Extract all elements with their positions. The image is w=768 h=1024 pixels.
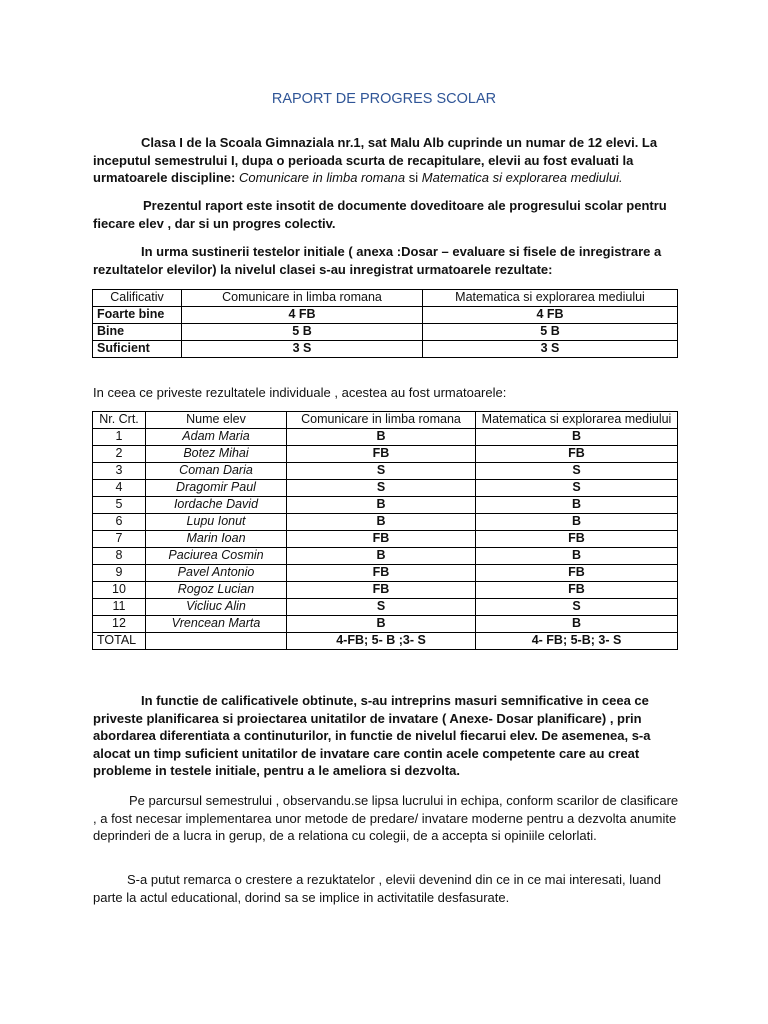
initial-tests-text: In urma sustinerii testelor initiale ( anexa :Dosar – evaluare si fisele de inregistrare a rezultatelor elevilor) la nivelul clasei s-au inregistrat urmatoarele rezultate: [93, 244, 662, 277]
table-cell: Vrencean Marta [146, 616, 287, 633]
table-cell: FB [287, 446, 476, 463]
table-cell: 5 B [182, 324, 423, 341]
table-cell: S [476, 599, 678, 616]
table-row [93, 531, 678, 548]
table-row [93, 599, 678, 616]
conjunction: si [408, 170, 419, 185]
table-cell: Pavel Antonio [146, 565, 287, 582]
table-cell: 1 [93, 429, 146, 446]
table-cell: 9 [93, 565, 146, 582]
table-cell: B [476, 429, 678, 446]
table-cell: 4-FB; 5- B ;3- S [287, 633, 476, 650]
table-cell: 7 [93, 531, 146, 548]
table-cell: Adam Maria [146, 429, 287, 446]
page-title: RAPORT DE PROGRES SCOLAR [271, 91, 497, 107]
table-cell: Foarte bine [93, 307, 182, 324]
table-cell: FB [476, 582, 678, 599]
measures-text: In functie de calificativele obtinute, s-au intreprins masuri semnificative in ceea ce priveste planificarea si proiectarea unitatilor de invatare ( Anexe- Dosar planificare) , prin abordarea diferentiata a continuturilor, in functie de nivelul fiecarui elev. De asemenea, s-a alocat un timp suficient unitatilor de invatare care contin acele competente care au creat probleme in testele initiale, pentru a le ameliora si dezvolta. [93, 693, 651, 778]
table-row [93, 429, 678, 446]
paragraph-initial-tests [93, 243, 683, 278]
paragraph-measures [93, 692, 683, 780]
column-header: Matematica si explorarea mediului [476, 412, 678, 429]
intro-text: Clasa I de la Scoala Gimnaziala nr.1, sat Malu Alb cuprinde un numar de 12 elevi. La inceputul semestrului I, dupa o perioada scurta de recapitulare, elevii au fost evaluati la urmatoarele discipline: [93, 135, 658, 185]
table-cell: S [287, 599, 476, 616]
table-cell: 6 [93, 514, 146, 531]
table-cell: 11 [93, 599, 146, 616]
table-cell: B [287, 429, 476, 446]
paragraph-progress [93, 871, 683, 906]
table-cell: Lupu Ionut [146, 514, 287, 531]
table-row [93, 514, 678, 531]
table-row [93, 324, 678, 341]
table-cell: FB [287, 565, 476, 582]
table-row [93, 548, 678, 565]
table-cell: B [476, 497, 678, 514]
table-cell: B [287, 616, 476, 633]
table-cell: 3 S [182, 341, 423, 358]
table-cell: 3 [93, 463, 146, 480]
column-header: Matematica si explorarea mediului [423, 290, 678, 307]
table-header-row [93, 290, 678, 307]
table-row [93, 307, 678, 324]
table-row [93, 446, 678, 463]
table-cell: Botez Mihai [146, 446, 287, 463]
table-cell: B [476, 514, 678, 531]
table-total-row [93, 633, 678, 650]
table-cell: FB [287, 582, 476, 599]
paragraph-attachments [93, 197, 683, 232]
attachments-text: Prezentul raport este insotit de documente doveditoare ale progresului scolar pentru fiecare elev , dar si un progres colectiv. [93, 198, 667, 231]
table-cell: 4 FB [182, 307, 423, 324]
table-cell: 4 [93, 480, 146, 497]
table-cell: S [287, 480, 476, 497]
table-row [93, 463, 678, 480]
table-cell: 4 FB [423, 307, 678, 324]
table-cell: FB [476, 446, 678, 463]
table-cell: FB [287, 531, 476, 548]
table-cell: S [287, 463, 476, 480]
table-cell: B [287, 548, 476, 565]
paragraph-individual [93, 384, 683, 402]
table-cell: 12 [93, 616, 146, 633]
individual-text: In ceea ce priveste rezultatele individuale , acestea au fost urmatoarele: [93, 385, 507, 400]
paragraph-intro [93, 134, 683, 187]
individual-results-table [92, 411, 678, 650]
table-row [93, 582, 678, 599]
table-cell: 8 [93, 548, 146, 565]
table-row [93, 565, 678, 582]
table-cell [146, 633, 287, 650]
table-body [93, 429, 678, 650]
table-cell: S [476, 463, 678, 480]
column-header: Comunicare in limba romana [287, 412, 476, 429]
table-cell: S [476, 480, 678, 497]
table-cell: Dragomir Paul [146, 480, 287, 497]
table-cell: Vicliuc Alin [146, 599, 287, 616]
table-cell: B [287, 514, 476, 531]
table-row [93, 616, 678, 633]
table-cell: Marin Ioan [146, 531, 287, 548]
table-cell: TOTAL [93, 633, 146, 650]
table-cell: Bine [93, 324, 182, 341]
class-results-table [92, 289, 678, 358]
table-cell: Suficient [93, 341, 182, 358]
table-cell: FB [476, 531, 678, 548]
table-cell: B [476, 548, 678, 565]
table-cell: B [287, 497, 476, 514]
table-row [93, 497, 678, 514]
table-row [93, 341, 678, 358]
teamwork-text: Pe parcursul semestrului , observandu.se lipsa lucrului in echipa, conform scarilor de clasificare , a fost necesar implementarea unor metode de predare/ invatare moderne pentru a dezvolta anumite deprinderi de a lucra in gerup, de a relationa cu colegii, de a accepta si opiniile celorlati. [93, 793, 679, 843]
column-header: Calificativ [93, 290, 182, 307]
table-cell: Paciurea Cosmin [146, 548, 287, 565]
table-header-row [93, 412, 678, 429]
subject-romanian: Comunicare in limba romana [238, 170, 406, 185]
table-cell: Coman Daria [146, 463, 287, 480]
table-cell: B [476, 616, 678, 633]
table-cell: 4- FB; 5-B; 3- S [476, 633, 678, 650]
table-row [93, 480, 678, 497]
table-cell: Rogoz Lucian [146, 582, 287, 599]
table-cell: FB [476, 565, 678, 582]
table-cell: 5 B [423, 324, 678, 341]
paragraph-teamwork [93, 792, 683, 845]
progress-text: S-a putut remarca o crestere a rezuktatelor , elevii devenind din ce in ce mai interesati, luand parte la actul educational, dorind sa se implice in activitatile desfasurate. [93, 872, 661, 905]
table-cell: 3 S [423, 341, 678, 358]
column-header: Nume elev [146, 412, 287, 429]
column-header: Nr. Crt. [93, 412, 146, 429]
table-cell: 10 [93, 582, 146, 599]
table-cell: Iordache David [146, 497, 287, 514]
table-cell: 5 [93, 497, 146, 514]
table-cell: 2 [93, 446, 146, 463]
subject-math: Matematica si explorarea mediului. [421, 170, 623, 185]
column-header: Comunicare in limba romana [182, 290, 423, 307]
